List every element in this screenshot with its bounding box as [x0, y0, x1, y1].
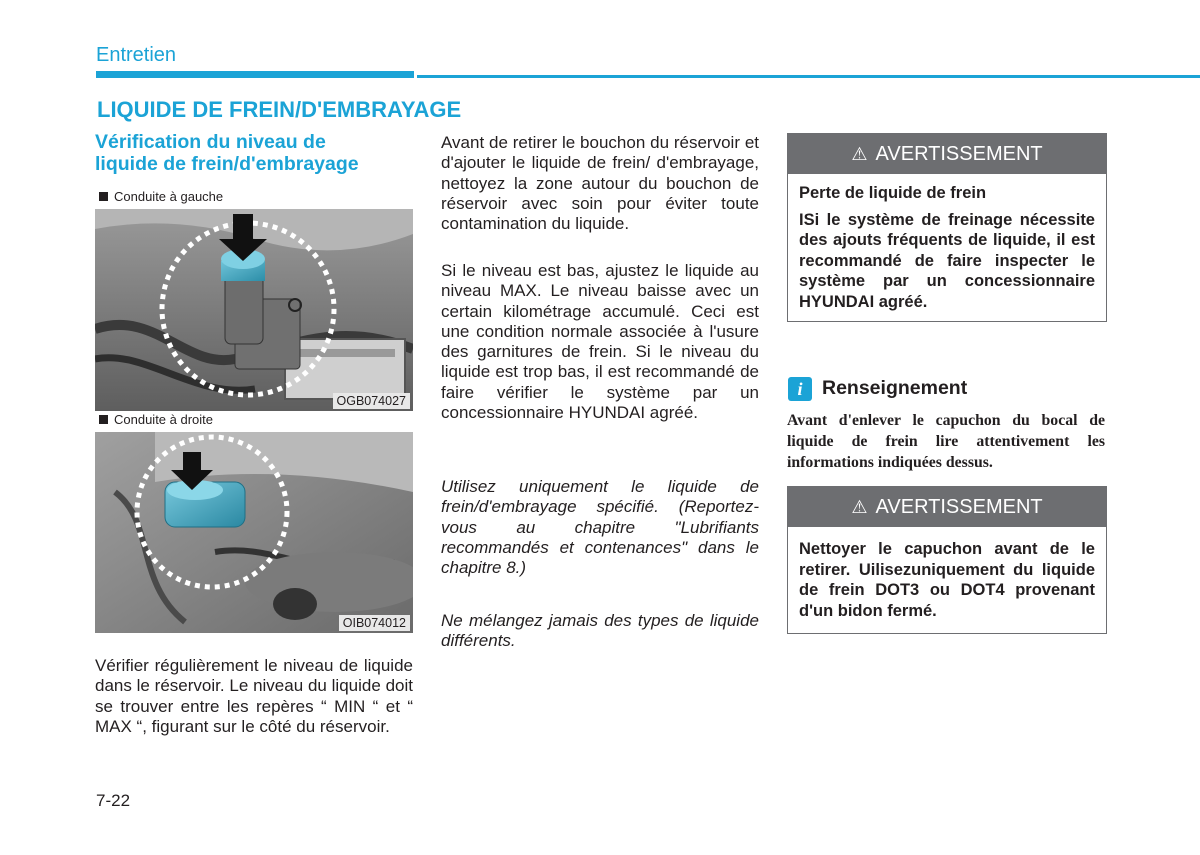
bullet-square-icon — [99, 192, 108, 201]
info-title: Renseignement — [822, 377, 968, 399]
warning-body — [788, 527, 1106, 633]
bullet-square-icon — [99, 415, 108, 424]
low-level-paragraph: Si le niveau est bas, ajustez le liquide au niveau MAX. Le niveau baisse avec un certain kilométrage accumulé. Ceci est une condition normale associée à l'usure des garnitures de frein. Si le niveau du liquide est trop bas, il est recommandé de faire vérifier le système par un concessionnaire HYUNDAI agréé. — [441, 261, 759, 423]
engine-bay-lhd-illustration — [95, 209, 413, 411]
warning-triangle-icon: ⚠ — [851, 496, 868, 517]
info-icon: i — [788, 377, 812, 401]
cleaning-paragraph: Avant de retirer le bouchon du réservoir et d'ajouter le liquide de frein/ d'embrayage, nettoyez la zone autour du bouchon de réservoir avec soin pour éviter toute contamination du liquide. — [441, 133, 759, 234]
warning-box-cap-cleaning — [787, 486, 1107, 634]
level-check-paragraph: Vérifier régulièrement le niveau de liquide dans le réservoir. Le niveau du liquide doit se trouver entre les repères “ MIN “ et “ MAX “, figurant sur le côté du réservoir. — [95, 656, 413, 736]
warning-header — [788, 487, 1106, 527]
warning-header — [788, 134, 1106, 174]
figure-caption-rhd: Conduite à droite — [99, 412, 213, 427]
engine-bay-rhd-illustration — [95, 432, 413, 633]
figure-rhd-engine-bay — [95, 432, 413, 633]
no-mixing-note: Ne mélangez jamais des types de liquide différents. — [441, 611, 759, 651]
page-title: LIQUIDE DE FREIN/D'EMBRAYAGE — [97, 97, 462, 122]
figure-code-lhd: OGB074027 — [333, 393, 411, 409]
figure-caption-lhd: Conduite à gauche — [99, 189, 223, 204]
info-text: Avant d'enlever le capuchon du bocal de liquide de frein lire attentivement les informations indiquées dessus. — [787, 412, 1105, 471]
warning-body — [788, 174, 1106, 321]
warning-box-fluid-loss — [787, 133, 1107, 322]
warning-heading: Perte de liquide de frein — [799, 184, 987, 202]
page-number: 7-22 — [96, 791, 131, 810]
subtitle-line-1: Vérification du niveau de — [95, 131, 326, 153]
warning-text: Nettoyer le capuchon avant de le retirer. Uilisezuniquement du liquide de frein DOT3 ou DOT4 provenant d'un bidon fermé. — [799, 540, 1095, 620]
figure-code-rhd: OIB074012 — [339, 615, 410, 631]
specified-fluid-note: Utilisez uniquement le liquide de frein/d'embrayage spécifié. (Reportez-vous au chapitre "Lubrifiants recommandés et contenances" dans le chapitre 8.) — [441, 477, 759, 578]
figure-lhd-engine-bay — [95, 209, 413, 411]
header-rule-thin — [417, 75, 1200, 78]
warning-label: AVERTISSEMENT — [875, 142, 1043, 165]
section-label: Entretien — [96, 44, 177, 66]
warning-label: AVERTISSEMENT — [875, 495, 1043, 518]
warning-text: ISi le système de freinage nécessite des ajouts fréquents de liquide, il est recommandé de faire inspecter le système par un concessionnaire HYUNDAI agréé. — [799, 210, 1095, 311]
warning-triangle-icon: ⚠ — [851, 143, 868, 164]
header-rule-thick — [96, 71, 414, 78]
subtitle-line-2: liquide de frein/d'embrayage — [95, 153, 359, 175]
section-subtitle — [95, 131, 415, 175]
